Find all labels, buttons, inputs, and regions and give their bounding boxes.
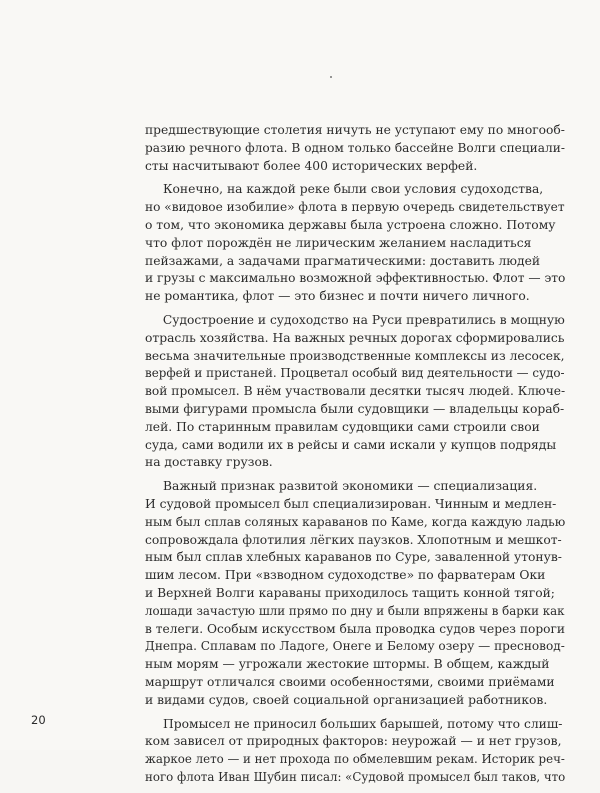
text-line: вой промысел. В нём участвовали десятки тысяч людей. Ключе- — [145, 384, 566, 399]
page-number: 20 — [31, 713, 46, 727]
text-line: Промысел не приносил больших барышей, потому что слиш- — [163, 716, 563, 731]
paragraph-4 — [145, 478, 565, 709]
text-line: ным был сплав хлебных караванов по Суре, заваленной утонув- — [145, 550, 562, 565]
text-line: на доставку грузов. — [145, 455, 273, 470]
text-line: Судостроение и судоходство на Руси превратились в мощную — [162, 312, 565, 327]
text-line: отрасль хозяйства. На важных речных дорогах сформировались — [145, 330, 565, 345]
text-line: о том, что экономика державы была устроена сложно. Потому — [145, 217, 556, 232]
text-line: пейзажами, а задачами прагматическими: доставить людей — [145, 253, 541, 268]
paragraph-3 — [145, 312, 565, 472]
text-line: ным был сплав соляных караванов по Каме, когда каждую ладью — [145, 514, 566, 529]
paragraph-5 — [145, 716, 565, 787]
paragraph-1 — [145, 122, 565, 175]
text-line: что флот порождён не лирическим желанием насладиться — [145, 235, 532, 250]
text-line: выми фигурами промысла были судовщики — владельцы кораб- — [145, 401, 565, 416]
text-line: лей. По старинным правилам судовщики сами строили свои — [145, 419, 540, 434]
text-line: сопровождала флотилия лёгких паузков. Хлопотным и мешкот- — [145, 532, 562, 547]
text-line: сты насчитывают более 400 исторических верфей. — [145, 158, 478, 173]
text-line: суда, сами водили их в рейсы и сами искали у купцов подряды — [145, 437, 557, 452]
text-line: Днепра. Сплавам по Ладоге, Онеге и Белому озеру — пресновод- — [145, 639, 565, 654]
text-line: Важный признак развитой экономики — специализация. — [163, 479, 538, 494]
text-line: и видами судов, своей социальной организацией работников. — [145, 692, 548, 707]
paragraph-2 — [145, 181, 565, 306]
text-line: но «видовое изобилие» флота в первую очередь свидетельствует — [145, 200, 565, 215]
body-text — [145, 122, 565, 793]
text-line: и Верхней Волги караваны приходилось тащить конной тягой; — [145, 585, 555, 600]
text-line: Конечно, на каждой реке были свои условия судоходства, — [163, 182, 544, 197]
text-line: не романтика, флот — это бизнес и почти ничего личного. — [145, 289, 530, 304]
text-line: в телеги. Особым искусством была проводка судов через пороги — [145, 621, 566, 636]
text-line: предшествующие столетия ничуть не уступают ему по многооб- — [145, 123, 565, 137]
text-line: ным морям — угрожали жестокие штормы. В общем, каждый — [145, 657, 550, 672]
page-speck — [330, 76, 332, 78]
text-line: разию речного флота. В одном только бассейне Волги специали- — [145, 140, 565, 155]
text-line: весьма значительные производственные комплексы из лесосек, — [145, 348, 565, 363]
text-line: ком зависел от природных факторов: неурожай — и нет грузов, — [145, 734, 562, 749]
text-line: жаркое лето — и нет прохода по обмелевшим рекам. Историк реч- — [145, 752, 565, 767]
text-line: шим лесом. При «взводном судоходстве» по фарватерам Оки — [145, 568, 546, 583]
text-line: ного флота Иван Шубин писал: «Судовой промысел был таков, что — [145, 769, 566, 784]
text-line: маршрут отличался своими особенностями, своими приёмами — [145, 674, 555, 689]
text-line: И судовой промысел был специализирован. Чинным и медлен- — [145, 496, 557, 511]
text-line: верфей и пристаней. Процветал особый вид деятельности — судо- — [145, 366, 565, 381]
text-line: и грузы с максимально возможной эффективностью. Флот — это — [145, 271, 566, 286]
text-line: лошади зачастую шли прямо по дну и были впряжены в барки как — [145, 603, 565, 618]
